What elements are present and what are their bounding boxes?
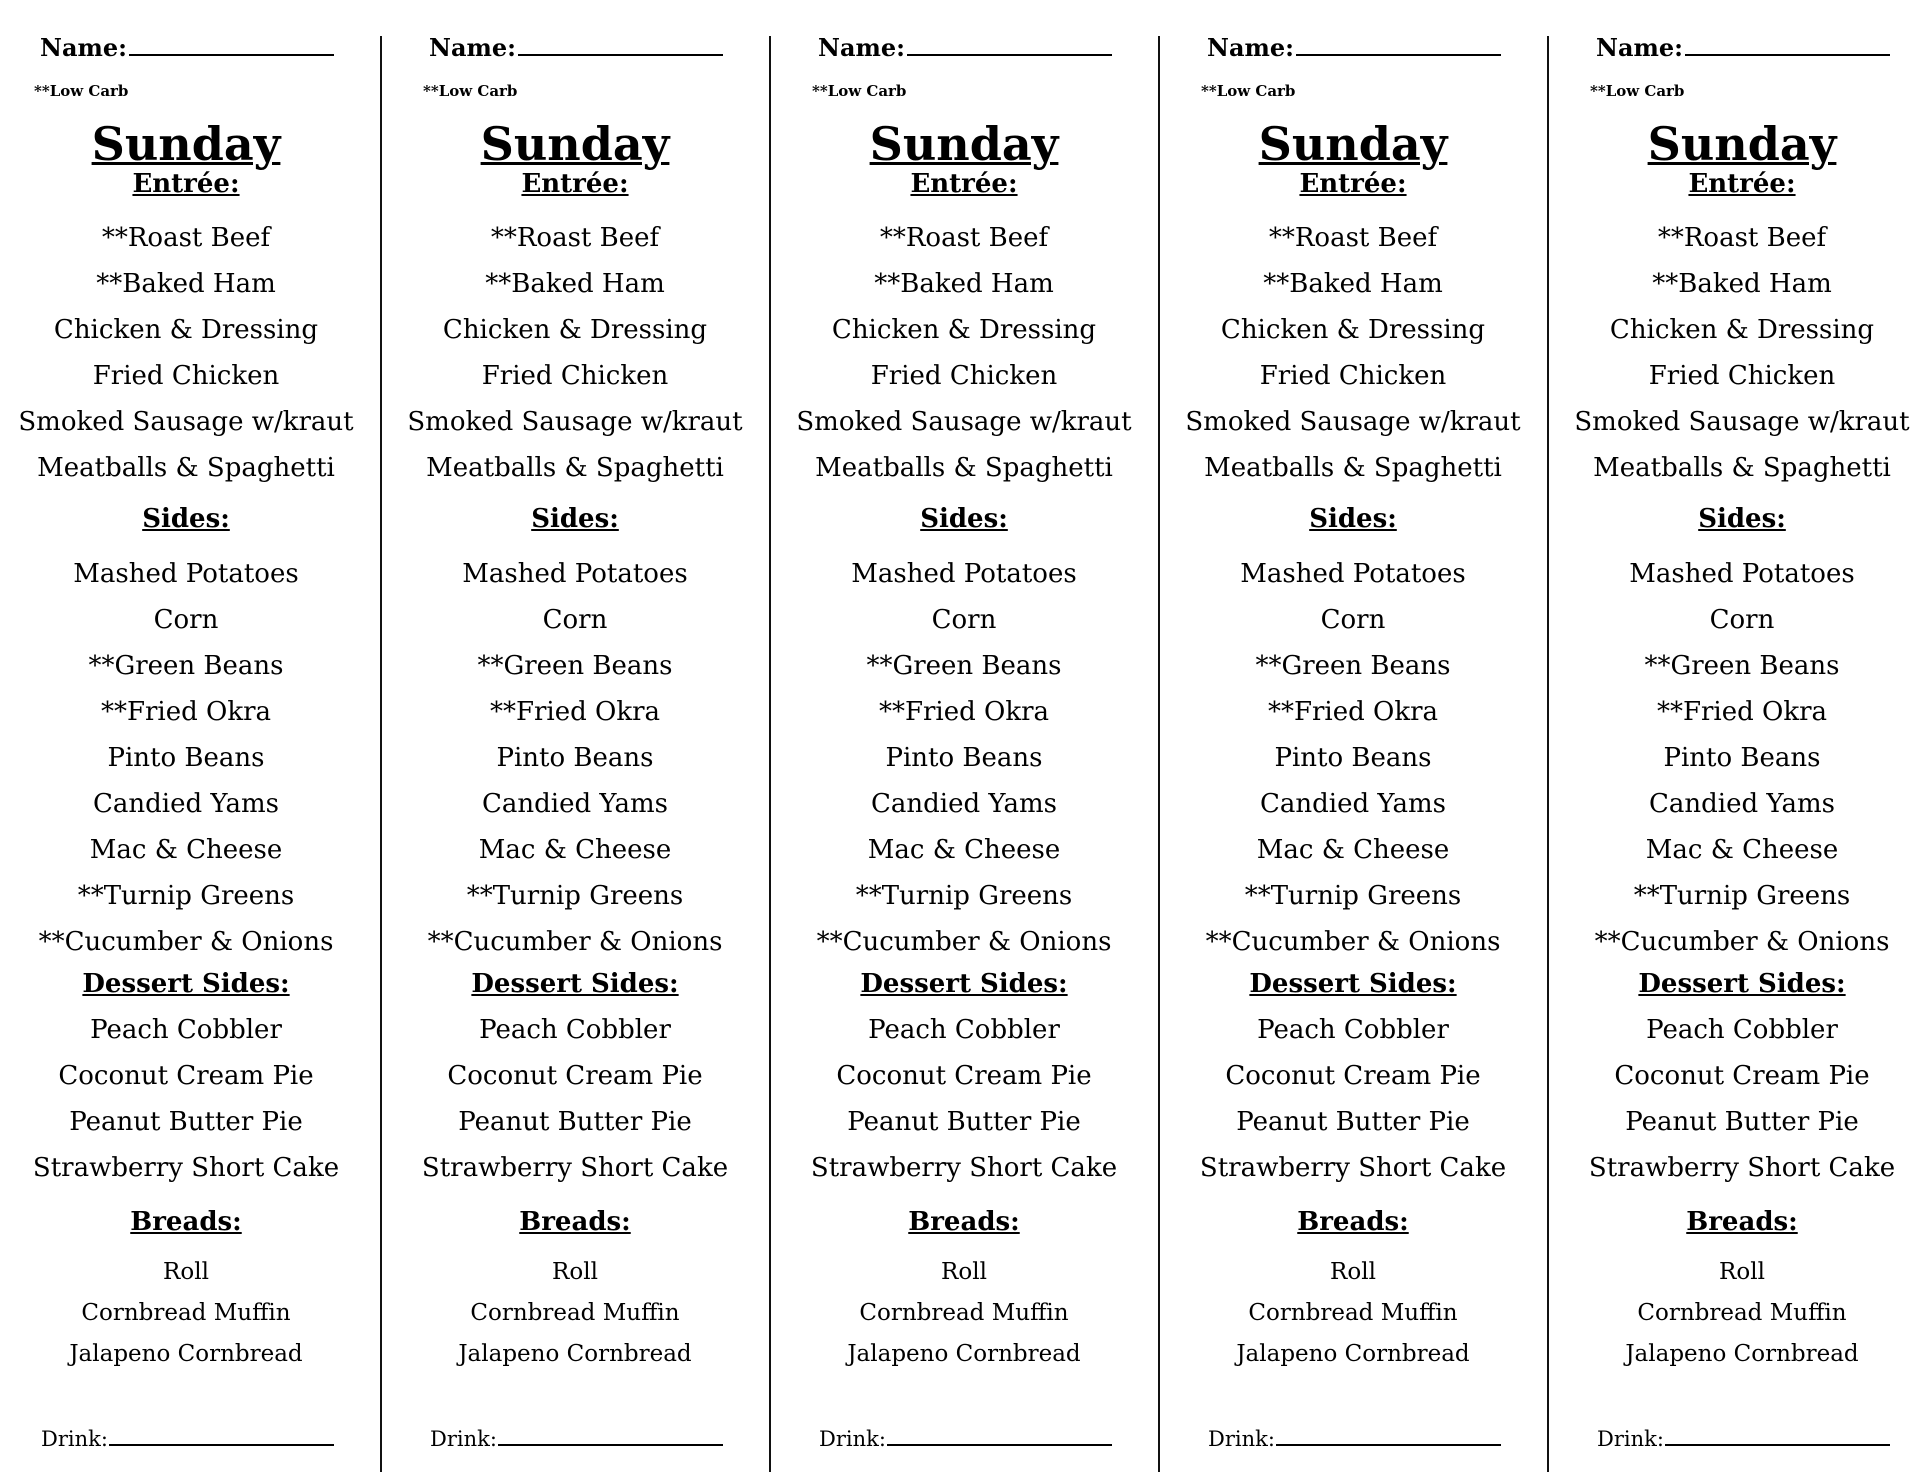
side-item: **Cucumber & Onions (1594, 927, 1890, 957)
side-item: **Fried Okra (878, 697, 1050, 727)
entree-item: Meatballs & Spaghetti (37, 453, 335, 483)
side-item: Mashed Potatoes (73, 559, 299, 589)
side-item: Mac & Cheese (1645, 835, 1839, 865)
entree-item: **Roast Beef (101, 223, 271, 253)
entree-heading: Entrée: (132, 169, 240, 199)
low-carb-legend: **Low Carb (812, 82, 907, 100)
drink-field[interactable] (819, 1424, 1112, 1451)
entree-list (1556, 215, 1920, 491)
entree-item: **Baked Ham (1263, 269, 1443, 299)
entree-item: Smoked Sausage w/kraut (1574, 407, 1910, 437)
name-field[interactable] (818, 32, 1112, 62)
side-item: Corn (542, 605, 608, 635)
side-item: Corn (931, 605, 997, 635)
dessert-item: Coconut Cream Pie (836, 1061, 1092, 1091)
side-item: **Green Beans (866, 651, 1062, 681)
dessert-item: Peanut Butter Pie (1625, 1107, 1859, 1137)
name-label: Name: (1596, 33, 1684, 62)
drink-field[interactable] (430, 1424, 723, 1451)
breads-list (1556, 1252, 1920, 1375)
side-item: Mashed Potatoes (1629, 559, 1855, 589)
drink-field[interactable] (1597, 1424, 1890, 1451)
sides-heading: Sides: (142, 504, 230, 534)
drink-field[interactable] (41, 1424, 334, 1451)
sides-heading: Sides: (1309, 504, 1397, 534)
entree-item: Meatballs & Spaghetti (1593, 453, 1891, 483)
side-item: Candied Yams (870, 789, 1058, 819)
bread-item: Roll (163, 1259, 209, 1285)
entree-list (0, 215, 372, 491)
side-item: **Green Beans (88, 651, 284, 681)
dessert-item: Peach Cobbler (1257, 1015, 1449, 1045)
entree-item: Smoked Sausage w/kraut (1185, 407, 1521, 437)
name-label: Name: (818, 33, 906, 62)
side-item: **Cucumber & Onions (1205, 927, 1501, 957)
low-carb-legend: **Low Carb (1201, 82, 1296, 100)
bread-item: Cornbread Muffin (1637, 1300, 1847, 1326)
name-field[interactable] (40, 32, 334, 62)
entree-item: **Roast Beef (490, 223, 660, 253)
drink-label: Drink: (430, 1427, 497, 1451)
name-blank[interactable] (129, 32, 334, 56)
breads-heading: Breads: (908, 1207, 1020, 1237)
drink-blank[interactable] (887, 1424, 1112, 1446)
dessert-item: Peach Cobbler (868, 1015, 1060, 1045)
card-divider (769, 36, 771, 1472)
entree-item: Fried Chicken (92, 361, 280, 391)
dessert-heading: Dessert Sides: (1638, 969, 1846, 999)
dessert-item: Peach Cobbler (479, 1015, 671, 1045)
breads-heading: Breads: (519, 1207, 631, 1237)
drink-label: Drink: (1208, 1427, 1275, 1451)
side-item: Pinto Beans (107, 743, 265, 773)
entree-heading: Entrée: (521, 169, 629, 199)
name-field[interactable] (1207, 32, 1501, 62)
bread-item: Roll (552, 1259, 598, 1285)
entree-heading: Entrée: (1688, 169, 1796, 199)
card-divider (1158, 36, 1160, 1472)
entree-heading: Entrée: (1299, 169, 1407, 199)
side-item: Corn (1709, 605, 1775, 635)
breads-heading: Breads: (130, 1207, 242, 1237)
drink-label: Drink: (819, 1427, 886, 1451)
side-item: Candied Yams (92, 789, 280, 819)
side-item: **Fried Okra (100, 697, 272, 727)
dessert-item: Strawberry Short Cake (1199, 1153, 1507, 1183)
entree-item: **Roast Beef (879, 223, 1049, 253)
breads-list (1167, 1252, 1539, 1375)
sides-list (778, 551, 1150, 965)
name-label: Name: (429, 33, 517, 62)
side-item: Corn (1320, 605, 1386, 635)
entree-item: Fried Chicken (1648, 361, 1836, 391)
side-item: Pinto Beans (1274, 743, 1432, 773)
sides-heading: Sides: (1698, 504, 1786, 534)
dessert-list (389, 1007, 761, 1191)
name-blank[interactable] (1296, 32, 1501, 56)
dessert-item: Coconut Cream Pie (58, 1061, 314, 1091)
name-blank[interactable] (1685, 32, 1890, 56)
entree-list (389, 215, 761, 491)
low-carb-legend: **Low Carb (423, 82, 518, 100)
entree-item: **Baked Ham (874, 269, 1054, 299)
dessert-item: Strawberry Short Cake (1588, 1153, 1896, 1183)
bread-item: Cornbread Muffin (1248, 1300, 1458, 1326)
side-item: **Turnip Greens (1244, 881, 1462, 911)
bread-item: Roll (1719, 1259, 1765, 1285)
side-item: Pinto Beans (1663, 743, 1821, 773)
bread-item: Roll (941, 1259, 987, 1285)
day-title: Sunday (869, 117, 1059, 171)
dessert-item: Strawberry Short Cake (32, 1153, 340, 1183)
entree-item: Smoked Sausage w/kraut (796, 407, 1132, 437)
dessert-item: Peanut Butter Pie (1236, 1107, 1470, 1137)
menu-card (778, 0, 1150, 1484)
drink-label: Drink: (41, 1427, 108, 1451)
low-carb-legend: **Low Carb (1590, 82, 1685, 100)
sides-heading: Sides: (920, 504, 1008, 534)
side-item: **Cucumber & Onions (816, 927, 1112, 957)
entree-item: **Baked Ham (1652, 269, 1832, 299)
menu-card (0, 0, 372, 1484)
dessert-heading: Dessert Sides: (471, 969, 679, 999)
day-title: Sunday (480, 117, 670, 171)
entree-item: Smoked Sausage w/kraut (407, 407, 743, 437)
drink-blank[interactable] (109, 1424, 334, 1446)
dessert-list (0, 1007, 372, 1191)
bread-item: Cornbread Muffin (859, 1300, 1069, 1326)
bread-item: Jalapeno Cornbread (1625, 1341, 1859, 1367)
side-item: Mac & Cheese (89, 835, 283, 865)
entree-item: **Baked Ham (485, 269, 665, 299)
name-blank[interactable] (907, 32, 1112, 56)
sides-list (1167, 551, 1539, 965)
low-carb-legend: **Low Carb (34, 82, 129, 100)
dessert-heading: Dessert Sides: (1249, 969, 1457, 999)
entree-item: **Roast Beef (1268, 223, 1438, 253)
entree-item: Chicken & Dressing (1220, 315, 1486, 345)
side-item: Mac & Cheese (867, 835, 1061, 865)
side-item: Candied Yams (1259, 789, 1447, 819)
side-item: Mashed Potatoes (462, 559, 688, 589)
drink-blank[interactable] (1665, 1424, 1890, 1446)
side-item: **Fried Okra (1656, 697, 1828, 727)
entree-item: Smoked Sausage w/kraut (18, 407, 354, 437)
entree-item: Chicken & Dressing (53, 315, 319, 345)
menu-card (1556, 0, 1920, 1484)
entree-heading: Entrée: (910, 169, 1018, 199)
bread-item: Jalapeno Cornbread (69, 1341, 303, 1367)
sides-list (389, 551, 761, 965)
card-divider (380, 36, 382, 1472)
breads-list (0, 1252, 372, 1375)
dessert-item: Peanut Butter Pie (847, 1107, 1081, 1137)
breads-list (778, 1252, 1150, 1375)
side-item: **Turnip Greens (1633, 881, 1851, 911)
side-item: **Green Beans (1255, 651, 1451, 681)
dessert-item: Strawberry Short Cake (810, 1153, 1118, 1183)
entree-item: Meatballs & Spaghetti (1204, 453, 1502, 483)
breads-heading: Breads: (1686, 1207, 1798, 1237)
dessert-item: Peach Cobbler (1646, 1015, 1838, 1045)
dessert-list (1167, 1007, 1539, 1191)
dessert-item: Coconut Cream Pie (1225, 1061, 1481, 1091)
name-label: Name: (40, 33, 128, 62)
bread-item: Jalapeno Cornbread (1236, 1341, 1470, 1367)
entree-list (1167, 215, 1539, 491)
name-field[interactable] (429, 32, 723, 62)
side-item: Candied Yams (1648, 789, 1836, 819)
dessert-item: Coconut Cream Pie (1614, 1061, 1870, 1091)
side-item: **Fried Okra (489, 697, 661, 727)
dessert-heading: Dessert Sides: (860, 969, 1068, 999)
side-item: **Turnip Greens (466, 881, 684, 911)
side-item: Mac & Cheese (478, 835, 672, 865)
drink-blank[interactable] (1276, 1424, 1501, 1446)
entree-item: Meatballs & Spaghetti (815, 453, 1113, 483)
bread-item: Roll (1330, 1259, 1376, 1285)
day-title: Sunday (1258, 117, 1448, 171)
side-item: **Green Beans (477, 651, 673, 681)
bread-item: Cornbread Muffin (81, 1300, 291, 1326)
sides-heading: Sides: (531, 504, 619, 534)
breads-heading: Breads: (1297, 1207, 1409, 1237)
side-item: Mashed Potatoes (851, 559, 1077, 589)
side-item: **Green Beans (1644, 651, 1840, 681)
drink-field[interactable] (1208, 1424, 1501, 1451)
side-item: **Cucumber & Onions (427, 927, 723, 957)
dessert-list (1556, 1007, 1920, 1191)
entree-item: Meatballs & Spaghetti (426, 453, 724, 483)
side-item: Candied Yams (481, 789, 669, 819)
dessert-heading: Dessert Sides: (82, 969, 290, 999)
entree-list (778, 215, 1150, 491)
side-item: Pinto Beans (885, 743, 1043, 773)
drink-blank[interactable] (498, 1424, 723, 1446)
day-title: Sunday (1647, 117, 1837, 171)
breads-list (389, 1252, 761, 1375)
name-blank[interactable] (518, 32, 723, 56)
menu-card (1167, 0, 1539, 1484)
day-title: Sunday (91, 117, 281, 171)
entree-item: Chicken & Dressing (1609, 315, 1875, 345)
side-item: **Turnip Greens (77, 881, 295, 911)
entree-item: **Roast Beef (1657, 223, 1827, 253)
dessert-item: Peanut Butter Pie (458, 1107, 692, 1137)
bread-item: Jalapeno Cornbread (847, 1341, 1081, 1367)
drink-label: Drink: (1597, 1427, 1664, 1451)
side-item: Pinto Beans (496, 743, 654, 773)
name-label: Name: (1207, 33, 1295, 62)
side-item: Corn (153, 605, 219, 635)
entree-item: Chicken & Dressing (442, 315, 708, 345)
sides-list (0, 551, 372, 965)
dessert-item: Strawberry Short Cake (421, 1153, 729, 1183)
entree-item: Chicken & Dressing (831, 315, 1097, 345)
bread-item: Cornbread Muffin (470, 1300, 680, 1326)
entree-item: **Baked Ham (96, 269, 276, 299)
bread-item: Jalapeno Cornbread (458, 1341, 692, 1367)
side-item: Mac & Cheese (1256, 835, 1450, 865)
dessert-list (778, 1007, 1150, 1191)
dessert-item: Peach Cobbler (90, 1015, 282, 1045)
dessert-item: Peanut Butter Pie (69, 1107, 303, 1137)
side-item: **Fried Okra (1267, 697, 1439, 727)
entree-item: Fried Chicken (481, 361, 669, 391)
entree-item: Fried Chicken (870, 361, 1058, 391)
entree-item: Fried Chicken (1259, 361, 1447, 391)
name-field[interactable] (1596, 32, 1890, 62)
menu-card (389, 0, 761, 1484)
card-divider (1547, 36, 1549, 1472)
side-item: **Turnip Greens (855, 881, 1073, 911)
side-item: **Cucumber & Onions (38, 927, 334, 957)
sides-list (1556, 551, 1920, 965)
side-item: Mashed Potatoes (1240, 559, 1466, 589)
dessert-item: Coconut Cream Pie (447, 1061, 703, 1091)
